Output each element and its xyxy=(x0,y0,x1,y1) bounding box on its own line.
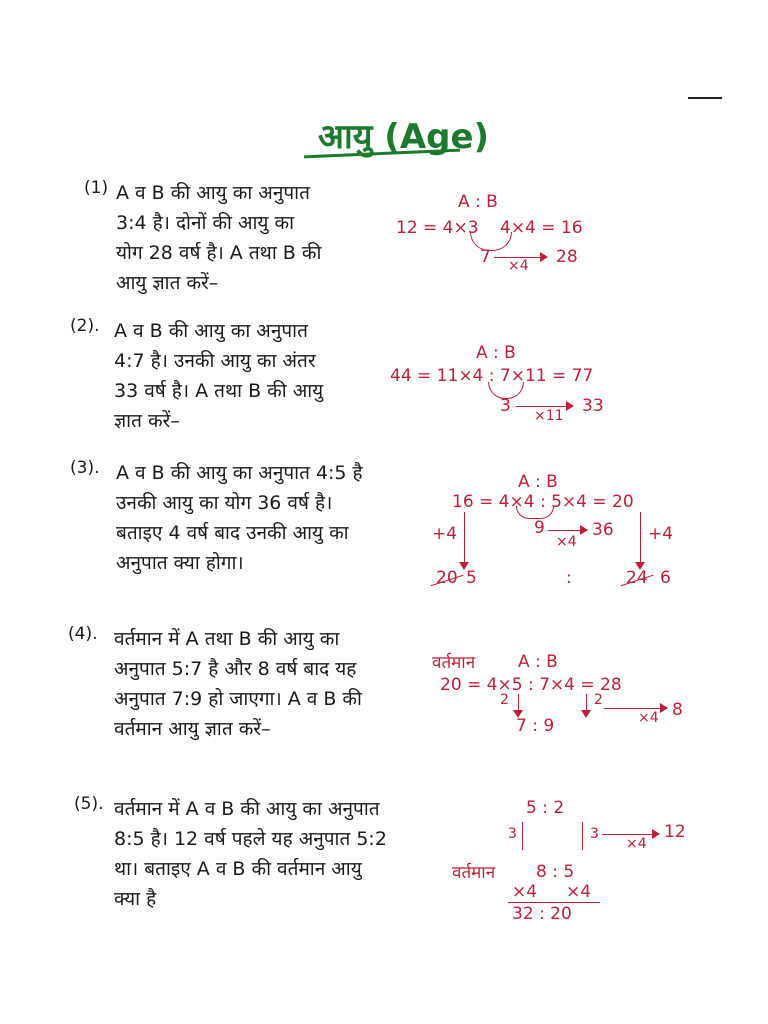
solution-row: 20 = 4×5 : 7×4 = 28 xyxy=(440,675,622,695)
question-line: क्या है xyxy=(114,888,157,910)
page-title: आयु (Age) xyxy=(318,117,490,157)
result-value: 33 xyxy=(582,396,604,416)
question-line: था। बताइए A व B की वर्तमान आयु xyxy=(114,858,362,880)
question-number: (4). xyxy=(68,624,98,644)
question-number: (1) xyxy=(84,178,109,198)
multiplier: ×11 xyxy=(534,408,564,424)
down-arrow xyxy=(586,694,587,716)
solution-row: 12 = 4×3 xyxy=(396,218,479,238)
question-line: उनकी आयु का योग 36 वर्ष है। xyxy=(116,492,333,514)
result-value: 12 xyxy=(664,822,686,842)
ratio-top: 5 : 2 xyxy=(526,798,565,818)
underline xyxy=(508,902,600,903)
ratio-header: A : B xyxy=(518,472,558,492)
new-value: 5 xyxy=(466,568,477,588)
plus-right: +4 xyxy=(648,524,674,544)
multiplier-left: ×4 xyxy=(512,882,538,902)
multiplier: ×4 xyxy=(626,836,647,852)
factor-value: 3 xyxy=(500,396,511,416)
question-line: A व B की आयु का अनुपात xyxy=(114,320,308,342)
plus-left: +4 xyxy=(432,524,458,544)
question-line: 8:5 है। 12 वर्ष पहले यह अनुपात 5:2 xyxy=(114,828,387,850)
arrow xyxy=(516,406,572,407)
question-line: वर्तमान में A तथा B की आयु का xyxy=(114,628,340,650)
final-answer: 32 : 20 xyxy=(512,904,572,924)
corner-mark xyxy=(688,97,722,99)
difference-left: 3 xyxy=(508,826,517,842)
arrow xyxy=(548,530,586,531)
result-value: 36 xyxy=(592,520,614,540)
struck-value: 24 xyxy=(626,568,648,588)
question-line: A व B की आयु का अनुपात xyxy=(116,182,310,204)
ratio-header: A : B xyxy=(476,343,516,363)
question-line: अनुपात 7:9 हो जाएगा। A व B की xyxy=(114,688,362,710)
question-line: वर्तमान आयु ज्ञात करें– xyxy=(114,718,271,740)
factor-value: 9 xyxy=(534,518,545,538)
result-value: 28 xyxy=(556,247,578,267)
solution-row: 16 = 4×4 : 5×4 = 20 xyxy=(452,492,634,512)
question-line: बताइए 4 वर्ष बाद उनकी आयु का xyxy=(116,522,349,544)
question-text xyxy=(114,794,444,914)
question-line: अनुपात 5:7 है और 8 वर्ष बाद यह xyxy=(114,658,357,680)
question-number: (2). xyxy=(70,316,100,336)
solution-row: 4×4 = 16 xyxy=(500,218,583,238)
question-text xyxy=(116,458,426,578)
multiplier: ×4 xyxy=(508,258,529,274)
down-arrow xyxy=(464,512,465,568)
multiplier-right: ×4 xyxy=(566,882,592,902)
arrow xyxy=(604,708,666,709)
question-number: (5). xyxy=(74,794,104,814)
question-line: आयु ज्ञात करें– xyxy=(116,272,219,294)
down-arrow xyxy=(518,694,519,716)
vertical-line xyxy=(522,822,523,850)
result-value: 8 xyxy=(672,700,683,720)
question-number: (3). xyxy=(70,458,100,478)
multiplier: ×4 xyxy=(556,534,577,550)
solution-row: 7 : 9 xyxy=(516,716,555,736)
ratio-header: A : B xyxy=(518,652,558,672)
down-arrow xyxy=(640,512,641,568)
question-line: वर्तमान में A व B की आयु का अनुपात xyxy=(114,798,380,820)
question-line: 4:7 है। उनकी आयु का अंतर xyxy=(114,350,316,372)
vertical-line xyxy=(582,822,583,850)
row-label: वर्तमान xyxy=(452,863,496,883)
question-text xyxy=(116,178,416,298)
factor-value: 7 xyxy=(480,247,491,267)
row-label: वर्तमान xyxy=(432,653,476,673)
question-line: योग 28 वर्ष है। A तथा B की xyxy=(116,242,322,264)
arrow xyxy=(602,834,658,835)
question-line: 33 वर्ष है। A तथा B की आयु xyxy=(114,380,324,402)
bracket-arc xyxy=(470,232,512,251)
question-text xyxy=(114,316,414,436)
ratio-header: A : B xyxy=(458,192,498,212)
question-line: ज्ञात करें– xyxy=(114,410,180,432)
ratio-colon: : xyxy=(566,568,572,588)
new-value: 6 xyxy=(660,568,671,588)
question-line: A व B की आयु का अनुपात 4:5 है xyxy=(116,462,363,484)
question-text xyxy=(114,624,434,744)
question-line: 3:4 है। दोनों की आयु का xyxy=(116,212,295,234)
struck-value: 20 xyxy=(436,568,458,588)
difference-right: 3 xyxy=(590,826,599,842)
multiplier: ×4 xyxy=(638,710,659,726)
difference-right: 2 xyxy=(594,692,603,708)
current-ratio: 8 : 5 xyxy=(536,862,575,882)
solution-row: 44 = 11×4 : 7×11 = 77 xyxy=(390,366,594,386)
question-line: अनुपात क्या होगा। xyxy=(116,552,244,574)
difference-left: 2 xyxy=(500,692,509,708)
